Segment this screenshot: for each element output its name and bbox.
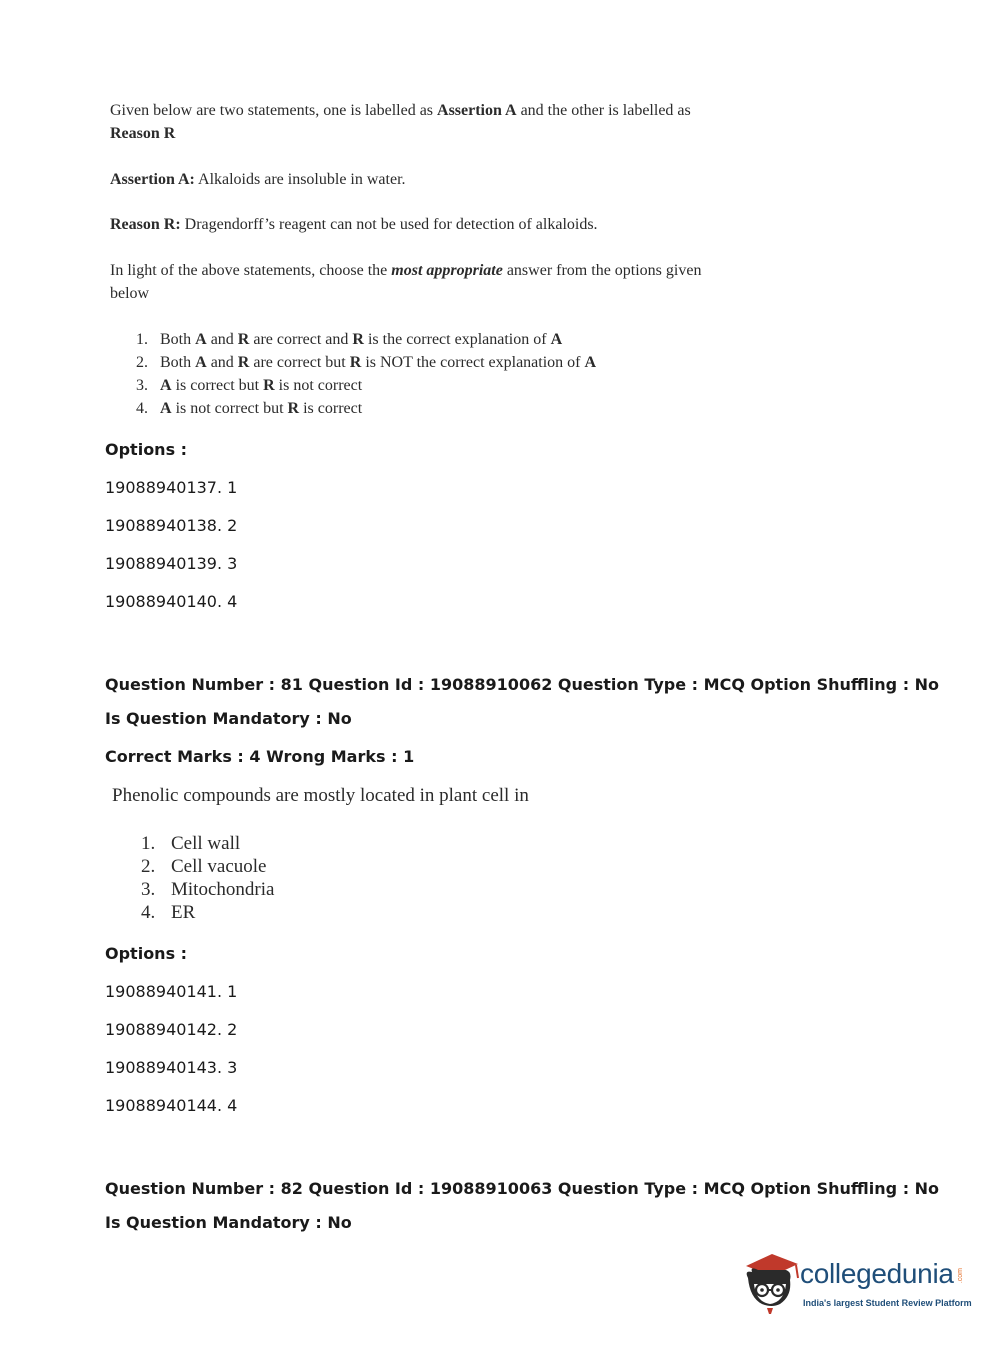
q82-meta-line1: Question Number : 82 Question Id : 19088910063 Question Type : MCQ Option Shuffling : No (105, 1179, 940, 1198)
q80-option-2: 19088940138. 2 (105, 516, 238, 535)
q80-intro: Given below are two statements, one is labelled as Assertion A and the other is labelled as Reason R (110, 102, 691, 142)
q80-option-3: 19088940139. 3 (105, 554, 238, 573)
q81-meta-line1: Question Number : 81 Question Id : 19088910062 Question Type : MCQ Option Shuffling : No (105, 675, 940, 694)
mascot-icon (740, 1248, 802, 1316)
q81-options-label: Options : (105, 944, 188, 963)
q81-choice-1: 1. Cell wall (141, 833, 241, 854)
q80-choice-2: 2. Both A and R are correct but R is NOT the correct explanation of A (136, 354, 597, 371)
q80-choice-4: 4. A is not correct but R is correct (136, 400, 363, 417)
q81-option-3: 19088940143. 3 (105, 1058, 238, 1077)
q81-choice-4: 4. ER (141, 902, 196, 923)
q80-choice-3: 3. A is correct but R is not correct (136, 377, 363, 394)
q80-option-1: 19088940137. 1 (105, 478, 238, 497)
q81-choice-list (141, 832, 274, 924)
logo-tagline: India's largest Student Review Platform (803, 1298, 972, 1308)
logo-wordmark: collegedunia (800, 1258, 954, 1289)
q80-reason: Reason R: Dragendorff’s reagent can not be used for detection of alkaloids. (110, 216, 598, 233)
q81-meta-line3: Correct Marks : 4 Wrong Marks : 1 (105, 747, 415, 766)
logo-com: .com (957, 1268, 964, 1284)
q81-option-2: 19088940142. 2 (105, 1020, 238, 1039)
q81-question-text: Phenolic compounds are mostly located in plant cell in (112, 785, 529, 806)
collegedunia-logo (740, 1248, 970, 1320)
q81-option-1: 19088940141. 1 (105, 982, 238, 1001)
q80-option-4: 19088940140. 4 (105, 592, 238, 611)
q81-choice-3: 3. Mitochondria (141, 879, 275, 900)
q80-assertion: Assertion A: Alkaloids are insoluble in water. (110, 171, 406, 188)
q80-instruction: In light of the above statements, choose the most appropriate answer from the options given below (110, 262, 702, 302)
q81-choice-2: 2. Cell vacuole (141, 856, 267, 877)
q80-options-label: Options : (105, 440, 188, 459)
q81-meta-line2: Is Question Mandatory : No (105, 709, 352, 728)
q80-choice-list (136, 328, 596, 420)
q82-meta-line2: Is Question Mandatory : No (105, 1213, 352, 1232)
q81-option-4: 19088940144. 4 (105, 1096, 238, 1115)
q80-choice-1: 1. Both A and R are correct and R is the correct explanation of A (136, 331, 563, 348)
